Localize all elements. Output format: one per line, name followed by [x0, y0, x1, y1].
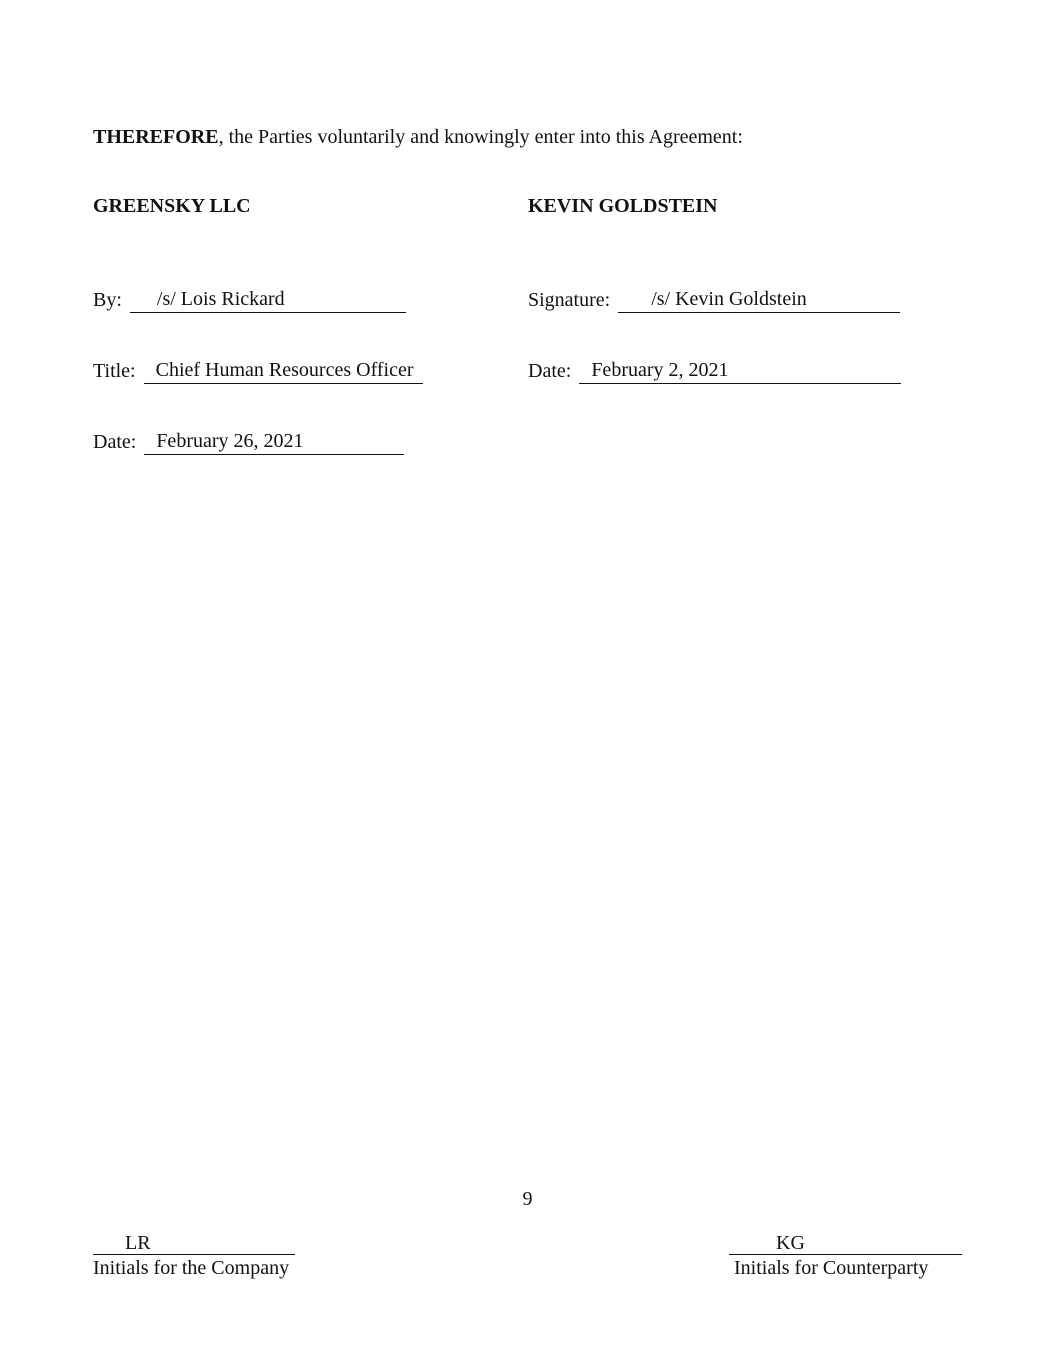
- intro-lead: THEREFORE: [93, 126, 219, 148]
- counterparty-signature-value: /s/ Kevin Goldstein: [651, 288, 807, 310]
- counterparty-signature-label: Signature:: [528, 289, 611, 311]
- counterparty-date-value: February 2, 2021: [591, 359, 729, 381]
- company-title-field: [144, 359, 423, 384]
- counterparty-date-line: [528, 359, 901, 384]
- company-date-line: [93, 430, 404, 455]
- counterparty-heading: KEVIN GOLDSTEIN: [528, 195, 718, 217]
- company-by-signature: /s/ Lois Rickard: [156, 288, 285, 310]
- company-initials: LR: [125, 1232, 151, 1254]
- intro-sentence: [93, 125, 743, 149]
- counterparty-initials: KG: [776, 1232, 805, 1254]
- company-by-line: [93, 288, 406, 313]
- counterparty-date-field: [579, 359, 901, 384]
- counterparty-initials-label: Initials for Counterparty: [734, 1257, 929, 1279]
- company-heading: GREENSKY LLC: [93, 195, 251, 217]
- company-by-field: [130, 288, 406, 313]
- company-date-field: [144, 430, 404, 455]
- company-by-label: By:: [93, 289, 122, 311]
- company-title-line: [93, 359, 423, 384]
- company-title-label: Title:: [93, 360, 136, 382]
- company-initials-field: [93, 1232, 295, 1255]
- counterparty-date-label: Date:: [528, 360, 572, 382]
- company-title-value: Chief Human Resources Officer: [155, 359, 414, 381]
- counterparty-initials-field: [729, 1232, 962, 1255]
- counterparty-signature-line: [528, 288, 900, 313]
- company-date-label: Date:: [93, 431, 137, 453]
- page-number: 9: [522, 1188, 533, 1210]
- company-date-value: February 26, 2021: [156, 430, 304, 452]
- counterparty-signature-field: [618, 288, 900, 313]
- company-initials-label: Initials for the Company: [93, 1257, 290, 1279]
- intro-rest: , the Parties voluntarily and knowingly enter into this Agreement:: [218, 126, 743, 148]
